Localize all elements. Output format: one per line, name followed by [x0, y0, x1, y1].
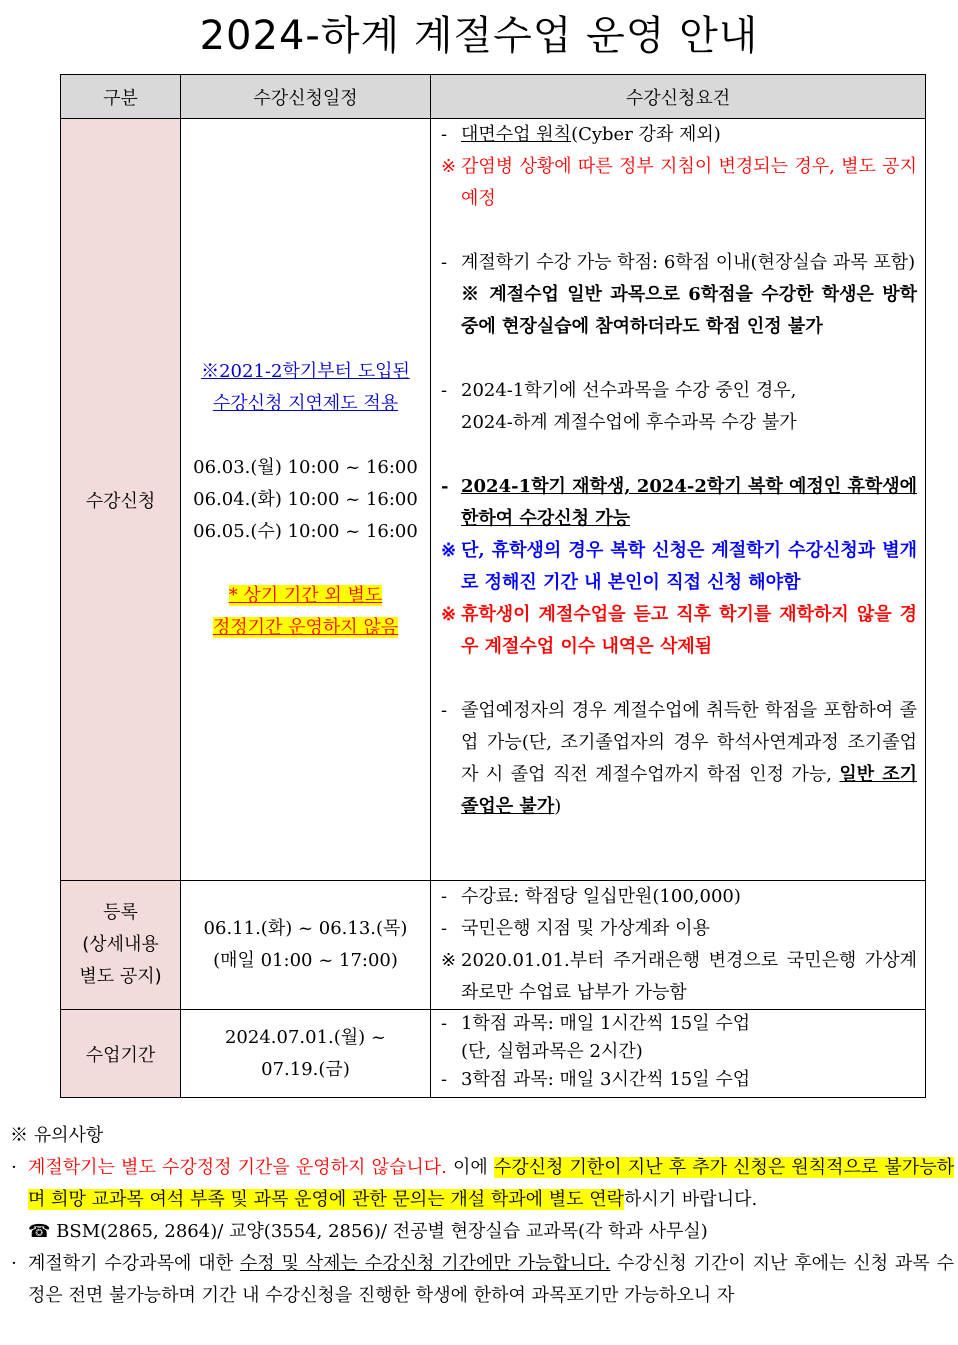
apply-date-2: 06.04.(화) 10:00 ~ 16:00 [193, 488, 418, 510]
req-graduation: 졸업예정자의 경우 계절수업에 취득한 학점을 포함하여 졸업 가능(단, 조기졸업자의 경우 학석사연계과정 조기졸업자 시 졸업 직전 계절수업까지 학점 인정 가능, [461, 700, 917, 785]
row-label-period: 수업기간 [61, 1010, 181, 1098]
warn-line2: 정정기간 운영하지 않음 [212, 616, 399, 638]
apply-schedule [181, 119, 431, 881]
req-credit-limit: 계절학기 수강 가능 학점: 6학점 이내(현장실습 과목 포함) [461, 252, 916, 273]
table-row-register [61, 881, 926, 1010]
page-title: 2024-하계 계절수업 운영 안내 [199, 13, 759, 59]
apply-date-3: 06.05.(수) 10:00 ~ 16:00 [193, 520, 418, 542]
info-table [60, 74, 926, 1098]
row-label-register: 등록 (상세내용 별도 공지) [61, 881, 181, 1010]
req-prereq-1: 2024-1학기에 선수과목을 수강 중인 경우, [461, 380, 797, 401]
table-row-apply [61, 119, 926, 881]
req-leave-warning: 휴학생이 계절수업을 듣고 직후 학기를 재학하지 않을 경우 계절수업 이수 내역은 삭제됨 [461, 604, 917, 657]
period-date-1: 2024.07.01.(월) ~ [224, 1026, 387, 1048]
req-leave-student: 단, 휴학생의 경우 복학 신청은 계절학기 수강신청과 별개로 정해진 기간 내 본인이 직접 신청 해야함 [461, 540, 917, 593]
row-label-apply: 수강신청 [61, 119, 181, 881]
notes-section [0, 1120, 958, 1312]
register-requirements: - 수강료: 학점당 일십만원(100,000) - 국민은행 지점 및 가상계좌 이용 ※ 2020.01.01.부터 주거래은행 변경으로 국민은행 가상계좌로만 수업료 납부가 가능함 [431, 881, 926, 1010]
period-requirements: - 1학점 과목: 매일 1시간씩 15일 수업 (단, 실험과목은 2시간) - 3학점 과목: 매일 3시간씩 15일 수업 [431, 1010, 926, 1098]
apply-date-1: 06.03.(월) 10:00 ~ 16:00 [193, 456, 418, 478]
warn-line1: * 상기 기간 외 별도 [228, 584, 383, 606]
bank-notice: 2020.01.01.부터 주거래은행 변경으로 국민은행 가상계좌로만 수업료 납부가 가능함 [461, 950, 917, 1003]
req-prereq-2: 2024-하계 계절수업에 후수과목 수강 불가 [461, 412, 797, 433]
req-eligibility: 2024-1학기 재학생, 2024-2학기 복학 예정인 휴학생에 한하여 수강신청 가능 [461, 476, 917, 529]
payment-method: 국민은행 지점 및 가상계좌 이용 [461, 918, 710, 939]
period-schedule [181, 1010, 431, 1098]
tuition-fee: 수강료: 학점당 일십만원(100,000) [461, 886, 741, 907]
req-early-grad: 일반 조기 졸업은 불가 [461, 764, 917, 817]
lab-course-note: (단, 실험과목은 2시간) [461, 1041, 643, 1062]
one-credit-course: 1학점 과목: 매일 1시간씩 15일 수업 [461, 1013, 751, 1034]
req-fieldwork-note: ※ 계절수업 일반 과목으로 6학점을 수강한 학생은 방학 중에 현장실습에 참여하더라도 학점 인정 불가 [461, 284, 917, 337]
note-phone: ☎ BSM(2865, 2864)/ 교양(3554, 2856)/ 전공별 현장실습 교과목(각 학과 사무실) [28, 1221, 708, 1242]
note-item-2: · 계절학기 수강과목에 대한 수정 및 삭제는 수강신청 기간에만 가능합니다. 수강신청 기간이 지난 후에는 신청 과목 수정은 전면 불가능하며 기간 내 수강신청을 진행한 학생에 한하여 과목포기만 가능하오니 자 [11, 1253, 954, 1306]
register-date: 06.11.(화) ~ 06.13.(목) [203, 918, 408, 939]
period-date-2: 07.19.(금) [261, 1058, 350, 1080]
header-requirements: 수강신청요건 [431, 75, 926, 119]
table-row-period [61, 1010, 926, 1098]
header-category: 구분 [61, 75, 181, 119]
delay-notice-line1: ※2021-2학기부터 도입된 [201, 360, 410, 382]
req-face-to-face: 대면수업 원칙 [461, 124, 572, 145]
notes-heading: ※ 유의사항 [10, 1125, 104, 1146]
register-time: (매일 01:00 ~ 17:00) [213, 950, 398, 971]
apply-requirements: - 대면수업 원칙(Cyber 강좌 제외) ※ 감염병 상황에 따른 정부 지침이 변경되는 경우, 별도 공지 예정 - 계절학기 수강 가능 학점: 6학점 이내(현장실습 과목 포함) ※ 계절수업 일반 과목으로 6학점을 수강한 학생은 방학 중에 현장실습에 참여하더라도 학점 인정 불가 - 2024-1학기에 선수과목을 수강 중인 경우, 2024-하계 계절수업에 후수과목 수강 불가 - 2024-1학기 재학생, 2024-2학기 복학 예정인 휴학생에 한하여 수강신청 가능 ※ 단, 휴학생의 경우 복학 신청은 계절학기 수강신청과 별개로 정해진 기간 내 본인이 직접 신청 해야함 ※ 휴학생이 계절수업을 듣고 직후 학기를 재학하지 않을 경우 계절수업 이수 내역은 삭제됨 - 졸업예정자의 경우 계절수업에 취득한 학점을 포함하여 졸업 가능(단, 조기졸업자의 경우 학석사연계과정 조기졸업자 시 졸업 직전 계절수업까지 학점 인정 가능, 일반 조기 졸업은 불가) [431, 119, 926, 881]
register-schedule [181, 881, 431, 1010]
header-schedule: 수강신청일정 [181, 75, 431, 119]
req-covid-notice: 감염병 상황에 따른 정부 지침이 변경되는 경우, 별도 공지 예정 [461, 156, 917, 209]
table-header-row [61, 75, 926, 119]
three-credit-course: 3학점 과목: 매일 3시간씩 15일 수업 [461, 1069, 751, 1090]
note-item-1: · 계절학기는 별도 수강정정 기간을 운영하지 않습니다. 이에 수강신청 기한이 지난 후 추가 신청은 원칙적으로 불가능하며 희망 교과목 여석 부족 및 과목 운영에 관한 문의는 개설 학과에 별도 연락하시기 바랍니다. [11, 1157, 954, 1210]
delay-notice-line2: 수강신청 지연제도 적용 [212, 392, 399, 414]
